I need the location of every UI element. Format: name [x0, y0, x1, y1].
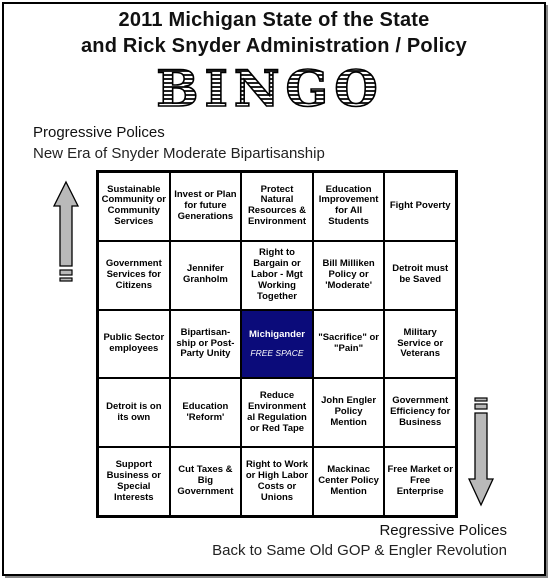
- bingo-text: BINGO: [156, 62, 384, 110]
- bingo-cell: Education 'Reform': [170, 378, 242, 447]
- bingo-cell: Jennifer Granholm: [170, 241, 242, 310]
- bingo-cell: John Engler Policy Mention: [313, 378, 385, 447]
- bingo-cell: Sustainable Community or Community Services: [98, 172, 170, 241]
- bingo-cell: Invest or Plan for future Generations: [170, 172, 242, 241]
- free-space-label: FREE SPACE: [250, 347, 304, 358]
- bingo-cell: Education Improvement for All Students: [313, 172, 385, 241]
- bingo-cell: Cut Taxes & Big Government: [170, 447, 242, 516]
- bingo-cell: Military Service or Veterans: [384, 310, 456, 379]
- bingo-cell: Government Services for Citizens: [98, 241, 170, 310]
- progressive-subheading: New Era of Snyder Moderate Bipartisanship: [33, 145, 325, 162]
- up-arrow-icon: [52, 180, 80, 290]
- bingo-cell: Right to Work or High Labor Costs or Unions: [241, 447, 313, 516]
- free-space-cell: [241, 310, 313, 379]
- bingo-cell: "Sacrifice" or "Pain": [313, 310, 385, 379]
- bingo-cell: Mackinac Center Policy Mention: [313, 447, 385, 516]
- bingo-cell: Right to Bargain or Labor - Mgt Working Together: [241, 241, 313, 310]
- title-line-2: and Rick Snyder Administration / Policy: [80, 35, 468, 57]
- regressive-heading: Regressive Polices: [379, 522, 507, 539]
- bingo-cell: Government Efficiency for Business: [384, 378, 456, 447]
- bingo-cell: Protect Natural Resources & Environment: [241, 172, 313, 241]
- bingo-cell: Support Business or Special Interests: [98, 447, 170, 516]
- regressive-subheading: Back to Same Old GOP & Engler Revolution: [212, 542, 507, 559]
- progressive-heading: Progressive Polices: [33, 124, 165, 141]
- down-arrow-icon: [467, 395, 495, 510]
- bingo-logo: [150, 62, 390, 110]
- bingo-card: [96, 170, 458, 518]
- bingo-cell: Free Market or Free Enterprise: [384, 447, 456, 516]
- bingo-cell: Bipartisan-ship or Post-Party Unity: [170, 310, 242, 379]
- bingo-cell: Reduce Environment al Regulation or Red Tape: [241, 378, 313, 447]
- title-line-1: 2011 Michigan State of the State: [118, 9, 430, 31]
- bingo-cell: Fight Poverty: [384, 172, 456, 241]
- bingo-cell: Public Sector employees: [98, 310, 170, 379]
- free-space-title: Michigander: [249, 328, 305, 340]
- bingo-cell: Detroit is on its own: [98, 378, 170, 447]
- bingo-cell: Detroit must be Saved: [384, 241, 456, 310]
- bingo-cell: Bill Milliken Policy or 'Moderate': [313, 241, 385, 310]
